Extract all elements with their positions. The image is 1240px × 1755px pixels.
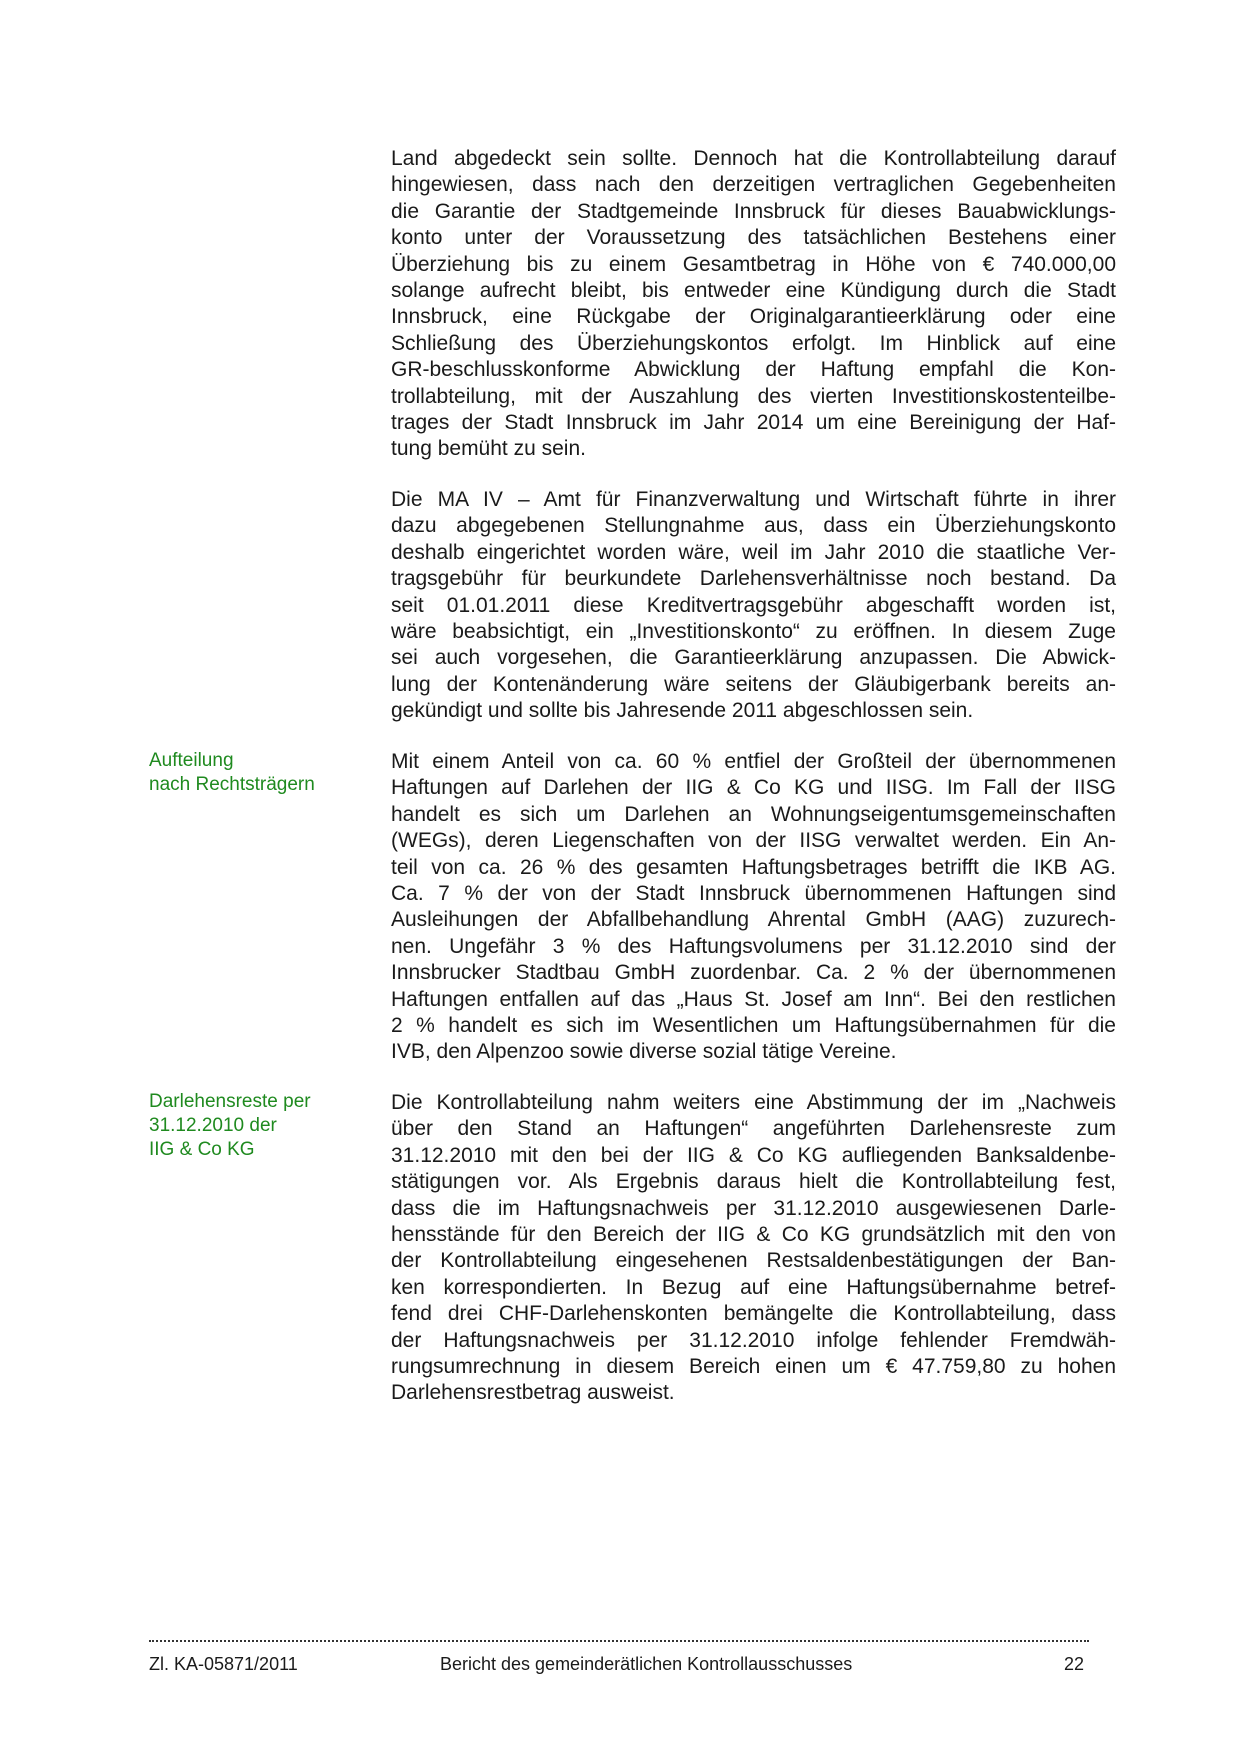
text-line: Darlehensrestbetrag ausweist. bbox=[391, 1381, 675, 1405]
text-line: Haftungen auf Darlehen der IIG & Co KG und IISG. Im Fall der IISG bbox=[391, 776, 1116, 800]
text-line: rungsumrechnung in diesem Bereich einen um € 47.759,80 zu hohen bbox=[391, 1355, 1116, 1379]
footer-divider bbox=[149, 1640, 1089, 1642]
paragraph-2 bbox=[391, 487, 1116, 725]
text-line: deshalb eingerichtet worden wäre, weil im Jahr 2010 die staatliche Ver- bbox=[391, 540, 1116, 564]
margin-note-line: Darlehensreste per bbox=[149, 1091, 311, 1112]
text-line: tragsgebühr für beurkundete Darlehensverhältnisse noch bestand. Da bbox=[391, 567, 1116, 591]
text-line: teil von ca. 26 % des gesamten Haftungsbetrages betrifft die IKB AG. bbox=[391, 855, 1116, 879]
footer-title: Bericht des gemeinderätlichen Kontrollausschusses bbox=[440, 1654, 853, 1674]
text-line: der Haftungsnachweis per 31.12.2010 infolge fehlender Fremdwäh- bbox=[391, 1328, 1116, 1352]
text-line: Ausleihungen der Abfallbehandlung Ahrental GmbH (AAG) zuzurech- bbox=[391, 908, 1116, 932]
text-line: seit 01.01.2011 diese Kreditvertragsgebühr abgeschafft worden ist, bbox=[391, 593, 1116, 617]
text-line: Innsbrucker Stadtbau GmbH zuordenbar. Ca. 2 % der übernommenen bbox=[391, 961, 1116, 985]
text-line: trages der Stadt Innsbruck im Jahr 2014 um eine Bereinigung der Haf- bbox=[391, 411, 1116, 435]
text-line: wäre beabsichtigt, ein „Investitionskonto“ zu eröffnen. In diesem Zuge bbox=[391, 620, 1116, 644]
text-line: die Garantie der Stadtgemeinde Innsbruck für dieses Bauabwicklungs- bbox=[391, 199, 1116, 223]
paragraph-3 bbox=[391, 749, 1116, 1066]
text-line: Schließung des Überziehungskontos erfolgt. Im Hinblick auf eine bbox=[391, 331, 1116, 355]
text-line: stätigungen vor. Als Ergebnis daraus hielt die Kontrollabteilung fest, bbox=[391, 1170, 1116, 1194]
text-line: sei auch vorgesehen, die Garantieerklärung anzupassen. Die Abwick- bbox=[391, 646, 1116, 670]
text-line: GR-beschlusskonforme Abwicklung der Haftung empfahl die Kon- bbox=[391, 358, 1116, 382]
margin-note-line: IIG & Co KG bbox=[149, 1139, 255, 1160]
text-line: Die MA IV – Amt für Finanzverwaltung und Wirtschaft führte in ihrer bbox=[391, 488, 1116, 511]
text-line: fend drei CHF-Darlehenskonten bemängelte die Kontrollabteilung, dass bbox=[391, 1302, 1116, 1326]
text-line: tung bemüht zu sein. bbox=[391, 437, 586, 461]
margin-note-aufteilung bbox=[149, 749, 379, 797]
paragraph-4 bbox=[391, 1090, 1116, 1407]
text-line: Ca. 7 % der von der Stadt Innsbruck übernommenen Haftungen sind bbox=[391, 882, 1116, 906]
margin-note-line: Aufteilung bbox=[149, 750, 234, 771]
margin-note-line: 31.12.2010 der bbox=[149, 1115, 277, 1136]
text-line: nen. Ungefähr 3 % des Haftungsvolumens per 31.12.2010 sind der bbox=[391, 934, 1116, 958]
text-line: Haftungen entfallen auf das „Haus St. Josef am Inn“. Bei den restlichen bbox=[391, 987, 1116, 1011]
text-line: hingewiesen, dass nach den derzeitigen vertraglichen Gegebenheiten bbox=[391, 173, 1116, 197]
text-line: lung der Kontenänderung wäre seitens der Gläubigerbank bereits an- bbox=[391, 672, 1116, 696]
text-line: Mit einem Anteil von ca. 60 % entfiel der Großteil der übernommenen bbox=[391, 750, 1116, 773]
text-line: (WEGs), deren Liegenschaften von der IISG verwaltet werden. Ein An- bbox=[391, 829, 1116, 853]
text-line: IVB, den Alpenzoo sowie diverse sozial tätige Vereine. bbox=[391, 1040, 897, 1064]
text-line: über den Stand an Haftungen“ angeführten Darlehensreste zum bbox=[391, 1117, 1116, 1141]
text-line: gekündigt und sollte bis Jahresende 2011 abgeschlossen sein. bbox=[391, 699, 974, 723]
text-line: dazu abgegebenen Stellungnahme aus, dass ein Überziehungskonto bbox=[391, 514, 1116, 538]
text-line: solange aufrecht bleibt, bis entweder eine Kündigung durch die Stadt bbox=[391, 279, 1116, 303]
text-line: handelt es sich um Darlehen an Wohnungseigentumsgemeinschaften bbox=[391, 802, 1116, 826]
text-line: 2 % handelt es sich im Wesentlichen um Haftungsübernahmen für die bbox=[391, 1014, 1116, 1038]
text-line: Die Kontrollabteilung nahm weiters eine Abstimmung der im „Nachweis bbox=[391, 1091, 1116, 1114]
text-line: dass die im Haftungsnachweis per 31.12.2010 ausgewiesenen Darle- bbox=[391, 1196, 1116, 1220]
margin-note-line: nach Rechtsträgern bbox=[149, 774, 315, 795]
text-line: ken korrespondierten. In Bezug auf eine Haftungsübernahme betref- bbox=[391, 1275, 1116, 1299]
text-line: Innsbruck, eine Rückgabe der Originalgarantieerklärung oder eine bbox=[391, 305, 1116, 329]
paragraph-1 bbox=[391, 146, 1116, 463]
text-line: Land abgedeckt sein sollte. Dennoch hat die Kontrollabteilung darauf bbox=[391, 147, 1116, 170]
text-line: der Kontrollabteilung eingesehenen Restsaldenbestätigungen der Ban- bbox=[391, 1249, 1116, 1273]
text-line: konto unter der Voraussetzung des tatsächlichen Bestehens einer bbox=[391, 226, 1116, 250]
text-line: 31.12.2010 mit den bei der IIG & Co KG aufliegenden Banksaldenbe- bbox=[391, 1143, 1116, 1167]
text-line: hensstände für den Bereich der IIG & Co KG grundsätzlich mit den von bbox=[391, 1223, 1116, 1247]
footer-reference: Zl. KA-05871/2011 bbox=[149, 1654, 298, 1674]
margin-note-darlehensreste bbox=[149, 1090, 379, 1162]
page-number: 22 bbox=[1064, 1654, 1085, 1674]
text-line: Überziehung bis zu einem Gesamtbetrag in Höhe von € 740.000,00 bbox=[391, 252, 1116, 276]
text-line: trollabteilung, mit der Auszahlung des vierten Investitionskostenteilbe- bbox=[391, 384, 1116, 408]
